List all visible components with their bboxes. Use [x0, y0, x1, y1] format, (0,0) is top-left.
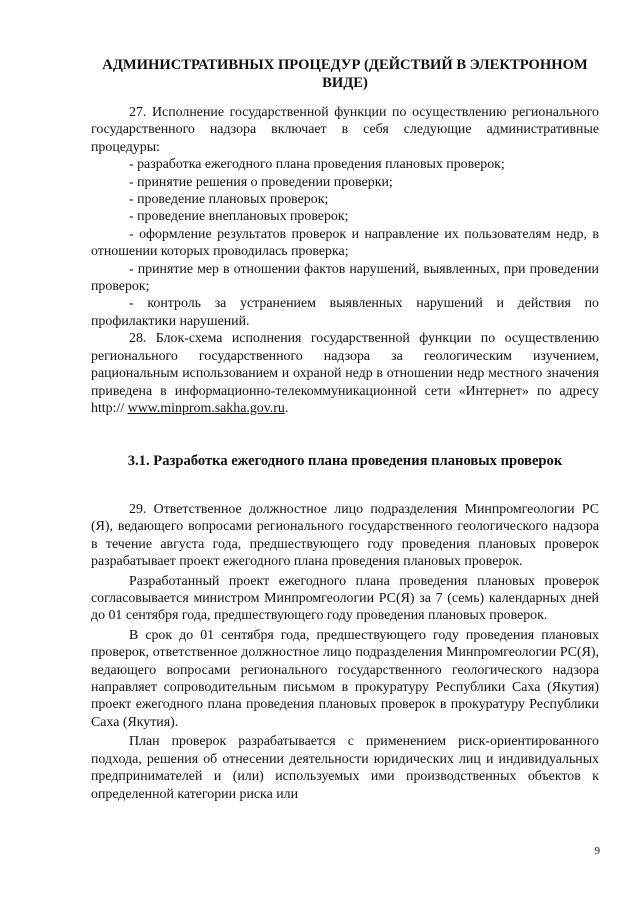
list-item: - оформление результатов проверок и направление их пользователям недр, в отношении которых проводилась проверка; [91, 226, 599, 260]
paragraph-29: 29. Ответственное должностное лицо подразделения Минпромгеологии РС (Я), ведающего вопросами регионального государственного геологического надзора в течение августа года, предшествующего году проведения плановых проверок разрабатывает проект ежегодного плана проведения плановых проверок. [91, 502, 599, 570]
paragraph-28-end: . [284, 400, 289, 416]
section-title: 3.1. Разработка ежегодного плана проведения плановых проверок [127, 453, 563, 469]
list-item: - принятие мер в отношении фактов нарушений, выявленных, при проведении проверок; [91, 261, 599, 295]
list-item: - проведение внеплановых проверок; [129, 209, 349, 225]
paragraph-27: 27. Исполнение государственной функции по осуществлению регионального государственного надзора включает в себя следующие административные процедуры: [91, 105, 599, 155]
list-item: - контроль за устранением выявленных нарушений и действия по профилактики нарушений. [91, 296, 599, 329]
paragraph-28 [91, 330, 599, 417]
header-title: АДМИНИСТРАТИВНЫХ ПРОЦЕДУР (ДЕЙСТВИЙ В ЭЛЕКТРОННОМ ВИДЕ) [102, 57, 588, 91]
plan-development-block [91, 501, 599, 803]
paragraph-28-text: 28. Блок-схема исполнения государственной функции по осуществлению регионального государственного надзора за геологическим изучением, рациональным использованием и охраной недр в отношении недр местного значения приведена в информационно-телекоммуникационной сети «Интернет» по адресу http:// [91, 331, 599, 416]
list-item: - принятие решения о проведении проверки; [129, 174, 393, 190]
paragraph-agreement: Разработанный проект ежегодного плана проведения плановых проверок согласовывается министром Минпромгеологии РС(Я) за 7 (семь) календарных дней до 01 сентября года, предшествующего году проведения плановых проверок. [91, 573, 599, 624]
paragraph-deadline: В срок до 01 сентября года, предшествующего году проведения плановых проверок, ответственное должностное лицо подразделения Минпромгеологии РС(Я), ведающего вопросами регионального государственного геологического надзора направляет сопроводительным письмом в прокуратуру Республики Саха (Якутия) проект ежегодного плана проведения плановых проверок в прокуратуру Республики Саха (Якутия). [91, 627, 599, 730]
list-item: - разработка ежегодного плана проведения плановых проверок; [129, 157, 505, 173]
list-item: - проведение плановых проверок; [129, 192, 329, 208]
procedures-block [91, 104, 599, 417]
paragraph-risk: План проверок разрабатывается с применением риск-ориентированного подхода, решения об отнесении деятельности юридических лиц и индивидуальных предпринимателей и (или) используемых ими производственных объектов к определенной категории риска или [91, 734, 599, 802]
page-number: 9 [594, 845, 600, 857]
ministry-website-link[interactable]: www.minprom.sakha.gov.ru [127, 400, 285, 416]
